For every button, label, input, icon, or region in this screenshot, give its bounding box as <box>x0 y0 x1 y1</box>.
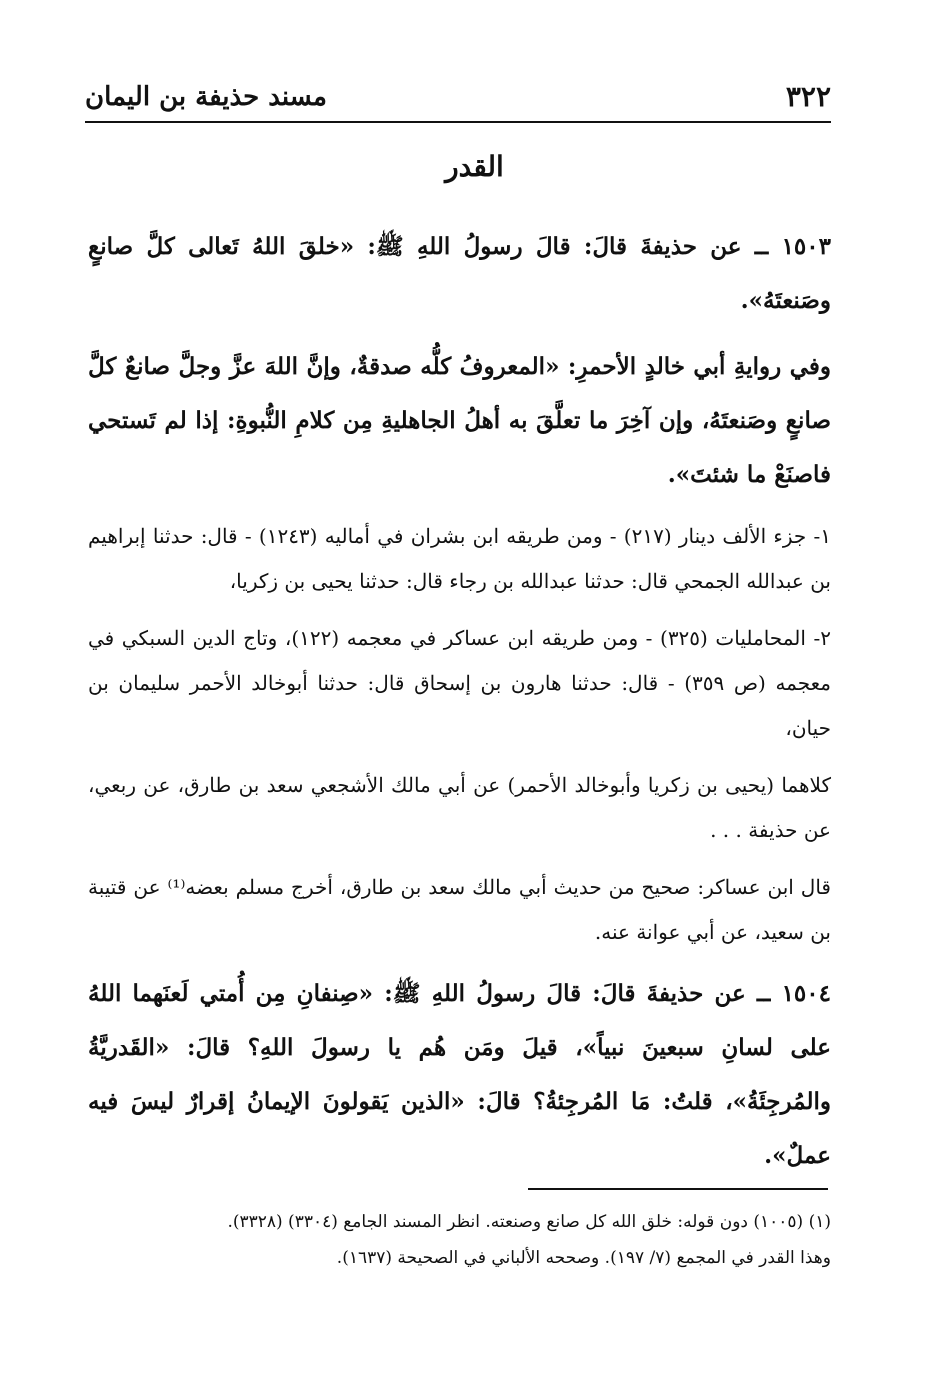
page-number: ٣٢٢ <box>785 80 831 113</box>
source-2: ٢- المحامليات (٣٢٥) - ومن طريقه ابن عساكر في معجمه (١٢٢)، وتاج الدين السبكي في معجمه (ص ٣٥٩) - قال: حدثنا هارون بن إسحاق قال: حدثنا أبوخالد الأحمر سليمان بن حيان، <box>88 626 831 740</box>
header-rule <box>85 121 831 123</box>
footnote-1-cont: وهذا القدر في المجمع (٧/ ١٩٧). وصححه الألباني في الصحيحة (١٦٣٧). <box>336 1248 831 1268</box>
hadith-1503: ١٥٠٣ ــ عن حذيفةَ قالَ: قالَ رسولُ اللهِ ﷺ: «خلقَ اللهُ تَعالى كلَّ صانعٍ وصَنعتَهُ». <box>88 233 831 314</box>
main-text <box>88 220 831 1195</box>
running-title: مسند حذيفة بن اليمان <box>85 82 327 112</box>
source-1: ١- جزء الألف دينار (٢١٧) - ومن طريقه ابن بشران في أماليه (١٢٤٣) - قال: حدثنا إبراهيم بن عبدالله الجمحي قال: حدثنا عبدالله بن رجاء قال: حدثنا يحيى بن زكريا، <box>88 524 831 593</box>
hadith-1503-variant: وفي روايةِ أبي خالدٍ الأحمرِ: «المعروفُ كلُّه صدقةٌ، وإنَّ اللهَ عزَّ وجلَّ صانعٌ كلَّ صانعٍ وصَنعتَهُ، وإن آخِرَ ما تعلَّقَ به أهلُ الجاهليةِ مِن كلامِ النُّبوةِ: إذا لم تَستحي فاصنَعْ ما شئتَ». <box>88 353 831 488</box>
section-title: القدر <box>445 150 504 183</box>
hadith-1504: ١٥٠٤ ــ عن حذيفةَ قالَ: قالَ رسولُ اللهِ ﷺ: «صِنفانِ مِن أُمتي لَعنَهما اللهُ على لسانِ سبعينَ نبياً»، قيلَ ومَن هُم يا رسولَ اللهِ؟ قالَ: «القَدريَّةُ والمُرجِئَةُ»، قلتُ: مَا المُرجِئةُ؟ قالَ: «الذين يَقولونَ الإيمانُ إقرارٌ ليسَ فيه عملٌ». <box>88 980 831 1169</box>
footnotes <box>88 1204 831 1276</box>
footnote-rule <box>528 1188 828 1190</box>
source-grading: قال ابن عساكر: صحيح من حديث أبي مالك سعد بن طارق، أخرج مسلم بعضه⁽¹⁾ عن قتيبة بن سعيد، عن أبي عوانة عنه. <box>88 875 831 944</box>
footnote-1: (١) (١٠٠٥) دون قوله: خلق الله كل صانع وصنعته. انظر المسند الجامع (٣٣٠٤) (٣٣٢٨). <box>227 1212 831 1232</box>
source-chain: كلاهما (يحيى بن زكريا وأبوخالد الأحمر) عن أبي مالك الأشجعي سعد بن طارق، عن ربعي، عن حذيفة . . . <box>88 773 831 842</box>
page-header <box>85 80 831 116</box>
